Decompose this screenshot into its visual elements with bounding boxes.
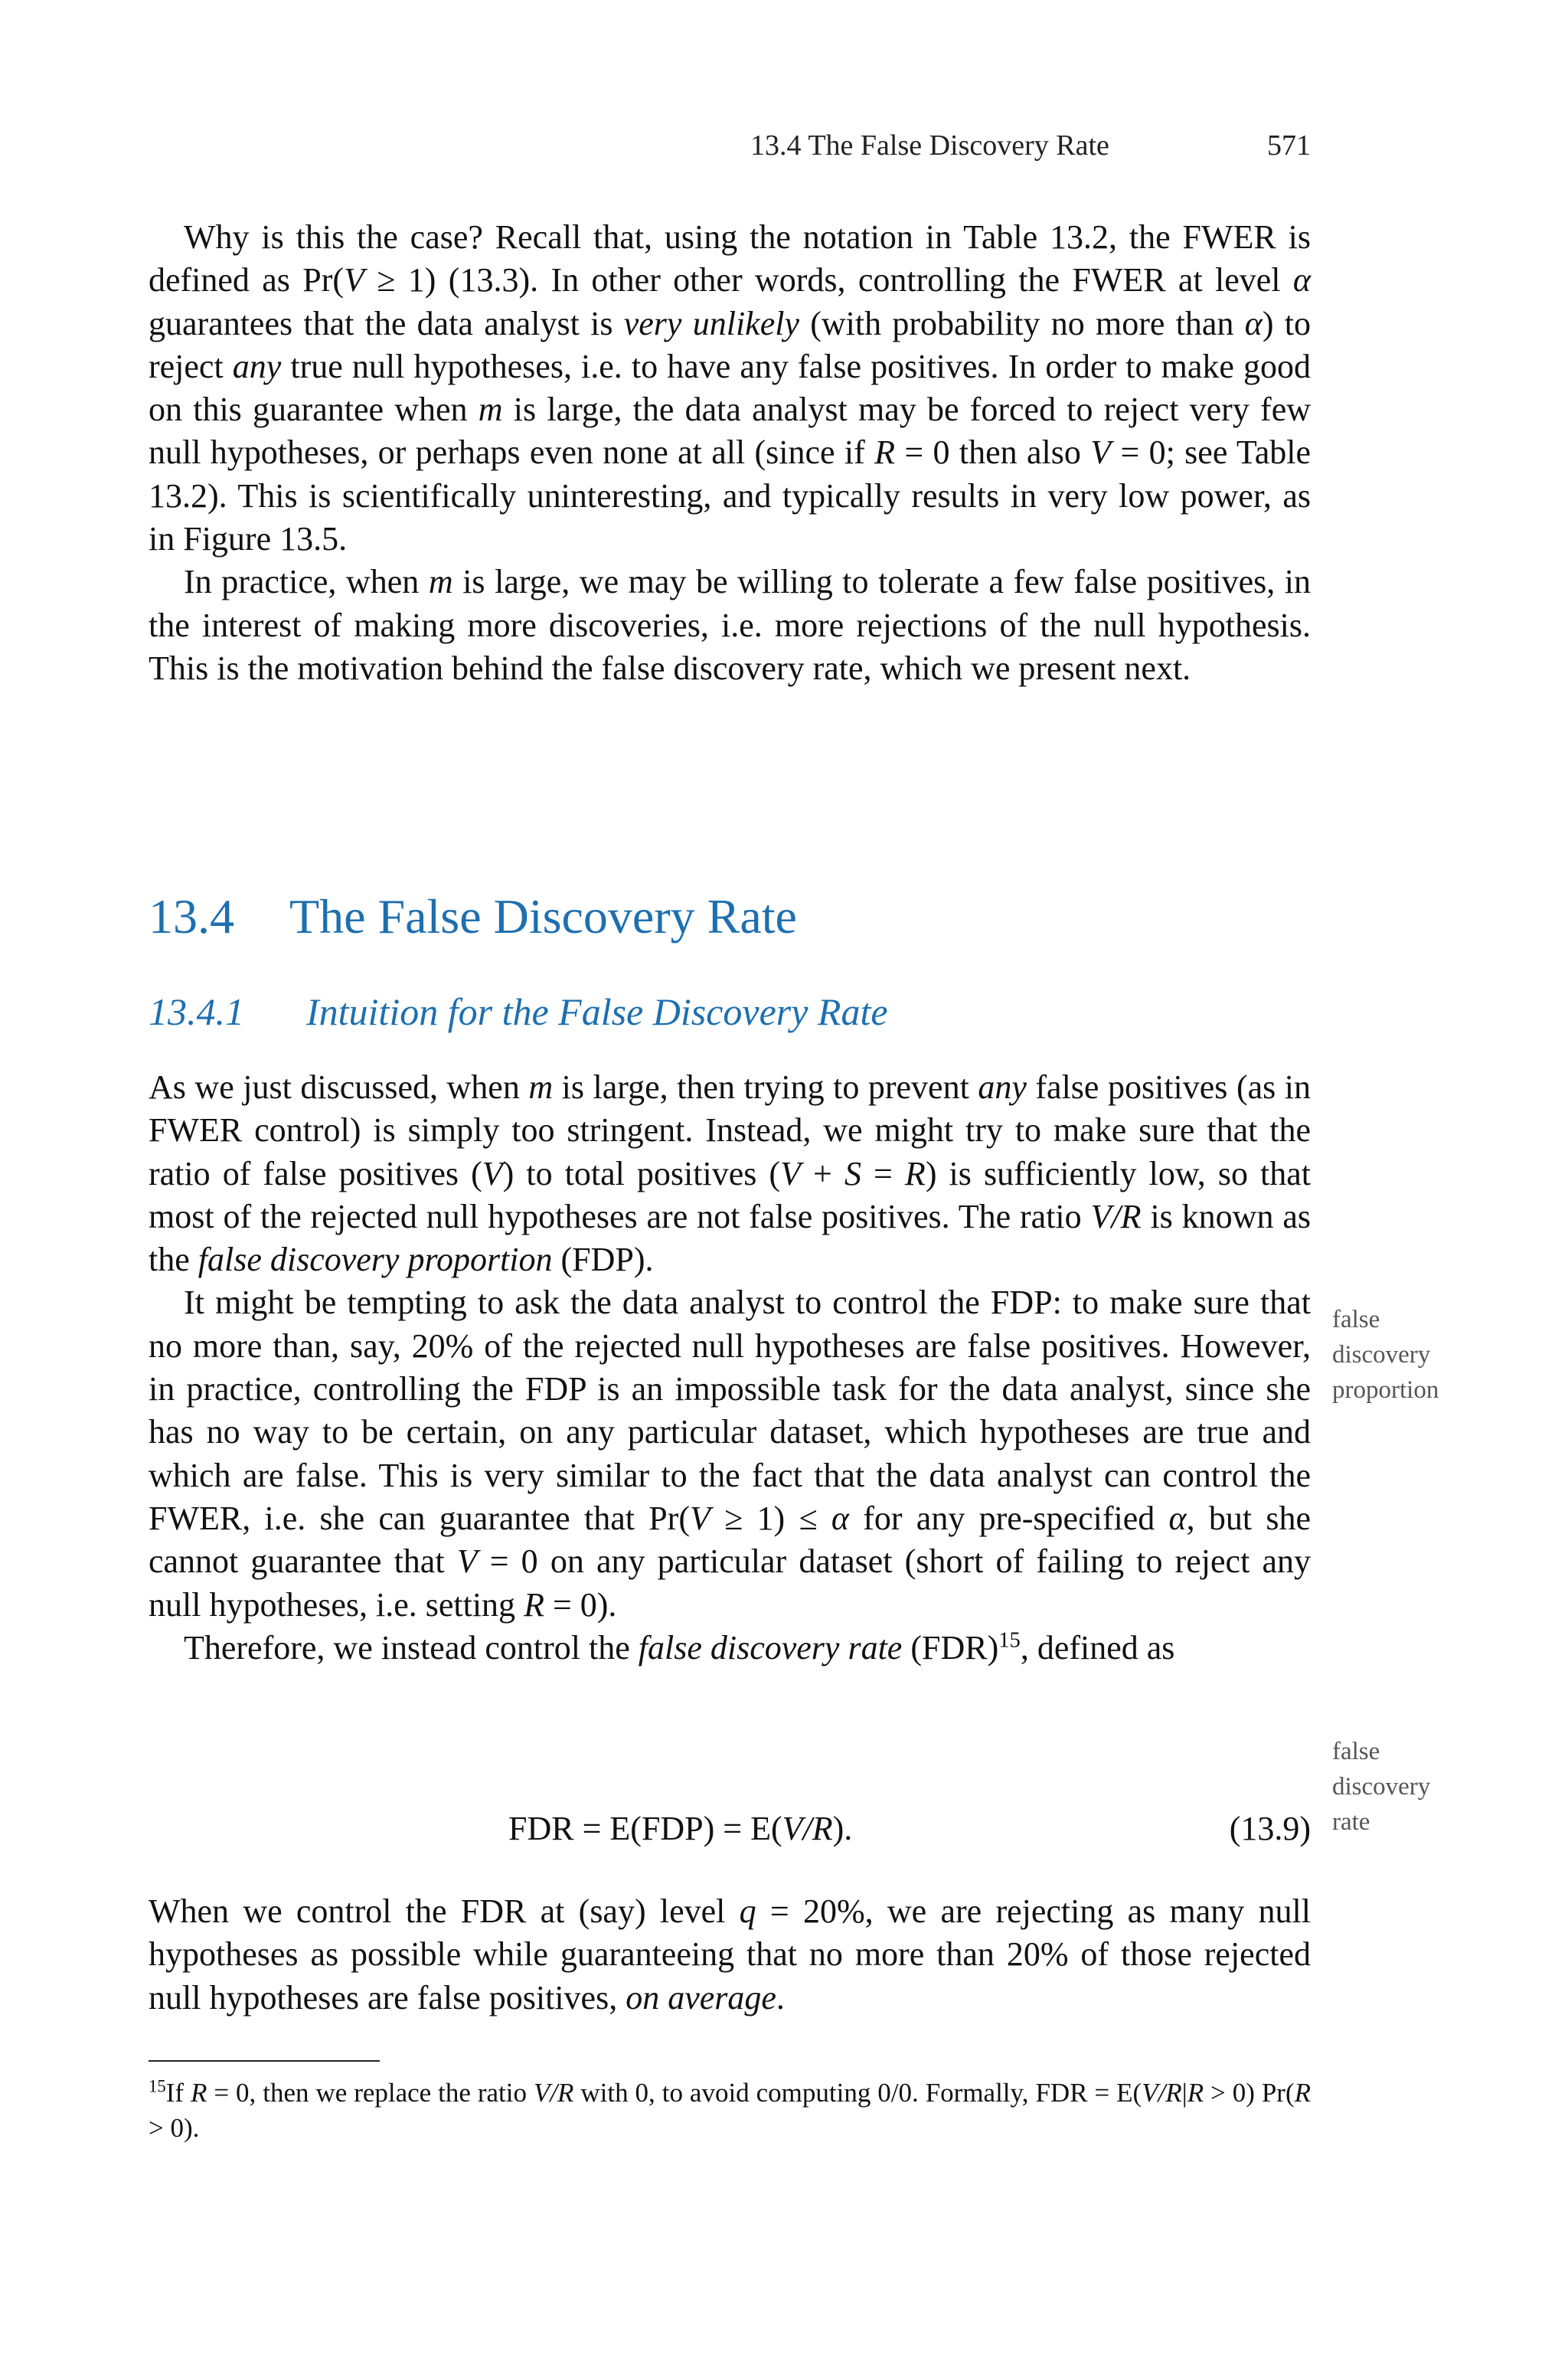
intro-text: [149, 216, 1311, 690]
equation-13-9: [149, 1809, 1311, 1855]
closing-text: [149, 1890, 1311, 2020]
paragraph-tolerate-false-positives: In practice, when m is large, we may be willing to tolerate a few false positives, in the interest of making more discoveries, i.e. more rejections of the null hypothesis. This is the motivation behind the false discovery rate, which we present next.: [149, 563, 1311, 687]
equation-number: (13.9): [1229, 1810, 1311, 1847]
subsection-title: Intuition for the False Discovery Rate: [306, 990, 888, 1033]
footnote-marker: 15: [998, 1628, 1021, 1653]
margin-note-fdr: false discovery rate: [1332, 1738, 1431, 1836]
section-text: [149, 1066, 1311, 1670]
section-heading: [149, 888, 797, 945]
subsection-heading: [149, 989, 888, 1034]
section-number: 13.4: [149, 889, 234, 944]
paragraph-fwer-explanation: Why is this the case? Recall that, using the notation in Table 13.2, the FWER is defined as Pr(V ≥ 1) (13.3). In other other words, controlling the FWER at level α guarantees that the data analyst is very unlikely (with probability no more than α) to reject any true null hypotheses, i.e. to have any false positives. In order to make good on this guarantee when m is large, the data analyst may be forced to reject very few null hypotheses, or perhaps even none at all (since if R = 0 then also V = 0; see Table 13.2). This is scientifically uninteresting, and typically results in very low power, as in Figure 13.5.: [149, 218, 1311, 558]
page-number: 571: [1267, 129, 1311, 162]
equation-expression: FDR = E(FDP) = E(V/R).: [508, 1810, 853, 1847]
paragraph-fdp-control: It might be tempting to ask the data analyst to control the FDP: to make sure that no more than, say, 20% of the rejected null hypotheses are false positives. However, in practice, controlling the FDP is an impossible task for the data analyst, since she has no way to be certain, on any particular dataset, which hypotheses are true and which are false. This is very similar to the fact that the data analyst can control the FWER, i.e. she can guarantee that Pr(V ≥ 1) ≤ α for any pre-specified α, but she cannot guarantee that V = 0 on any particular dataset (short of failing to reject any null hypotheses, i.e. setting R = 0).: [149, 1284, 1311, 1624]
footnote-number: 15: [149, 2076, 166, 2096]
section-title: The False Discovery Rate: [289, 889, 797, 944]
paragraph-fdr-control-example: When we control the FDR at (say) level q = 20%, we are rejecting as many null hypotheses as possible while guaranteeing that no more than 20% of those rejected null hypotheses are false positives, on average.: [149, 1892, 1311, 2017]
margin-note-fdp: false discovery proportion: [1332, 1306, 1439, 1404]
running-header: [750, 129, 1311, 167]
paragraph-fdp-definition: As we just discussed, when m is large, then trying to prevent any false positives (as in FWER control) is simply too stringent. Instead, we might try to make sure that the ratio of false positives (V) to total positives (V + S = R) is sufficiently low, so that most of the rejected null hypotheses are not false positives. The ratio V/R is known as the false discovery proportion (FDP).: [149, 1068, 1311, 1279]
paragraph-fdr-intro: Therefore, we instead control the false discovery rate (FDR)$^{15}$, defined as: [184, 1628, 1175, 1667]
subsection-number: 13.4.1: [149, 990, 244, 1033]
running-title: 13.4 The False Discovery Rate: [750, 129, 1109, 162]
footnote-divider: [149, 2060, 380, 2062]
footnote-15: $^{15}$If R = 0, then we replace the ratio V/R with 0, to avoid computing 0/0. Formally, FDR = E(V/R|R > 0) Pr(R > 0).: [149, 2076, 1311, 2143]
